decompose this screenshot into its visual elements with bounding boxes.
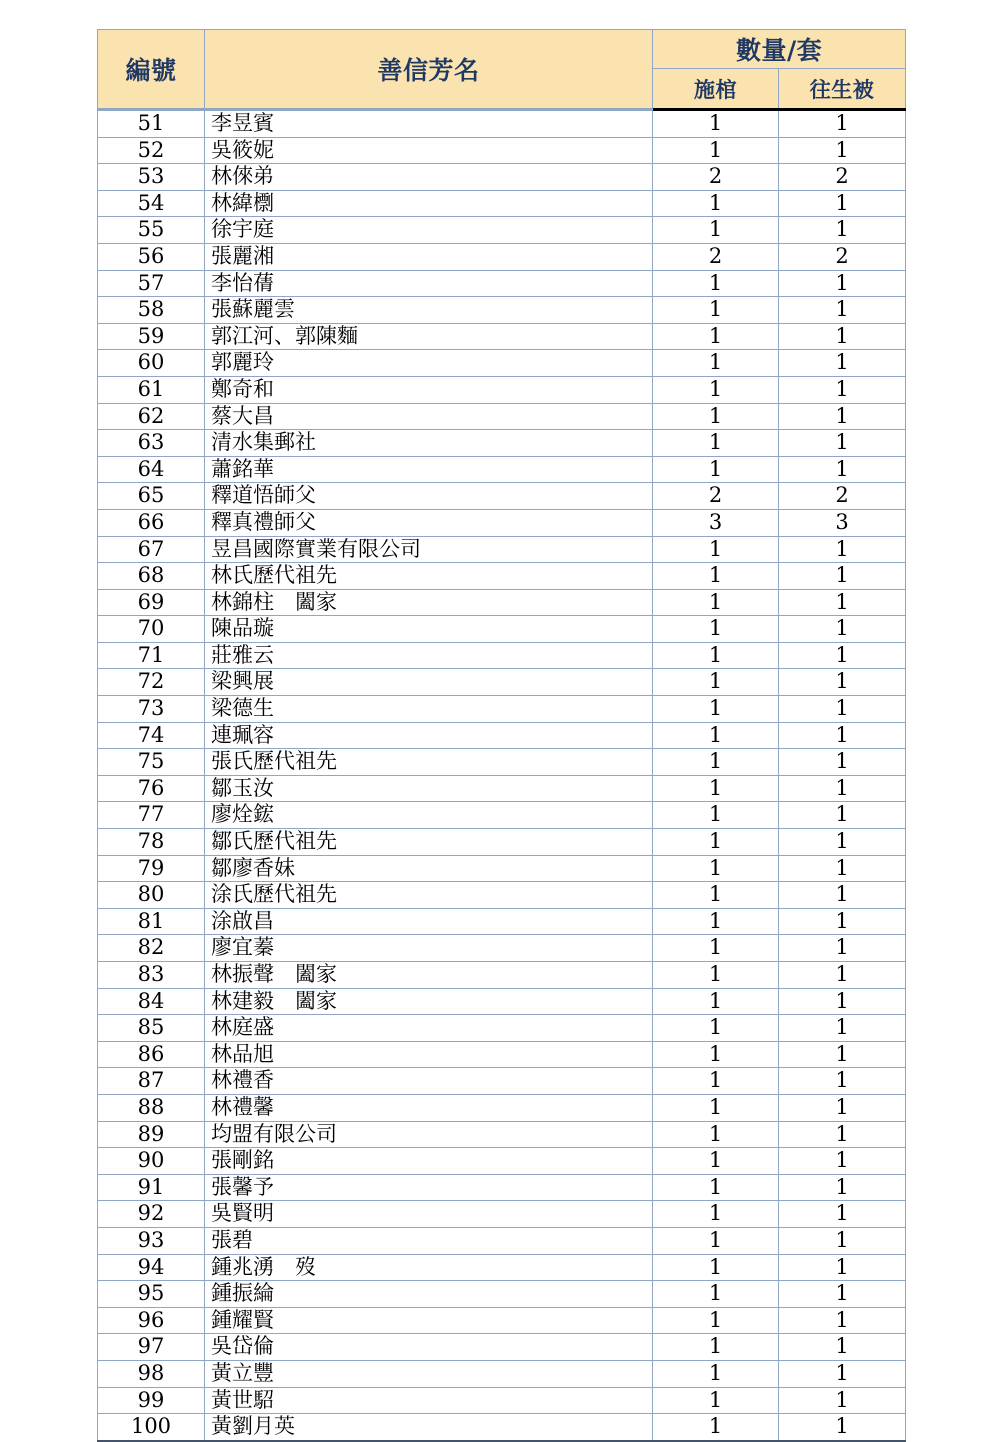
cell-quantity-wangshengbei: 1	[779, 456, 906, 483]
table-row	[98, 882, 906, 909]
table-row	[98, 483, 906, 510]
cell-quantity-wangshengbei: 1	[779, 1360, 906, 1387]
table-row	[98, 1015, 906, 1042]
cell-quantity-wangshengbei: 2	[779, 164, 906, 191]
table-row	[98, 456, 906, 483]
table-row	[98, 536, 906, 563]
cell-id: 94	[98, 1254, 205, 1281]
cell-name: 鄭奇和	[205, 376, 653, 403]
cell-name: 郭江河、郭陳麵	[205, 323, 653, 350]
cell-id: 71	[98, 642, 205, 669]
cell-id: 66	[98, 509, 205, 536]
cell-name: 林振聲 闔家	[205, 962, 653, 989]
cell-name: 李怡蒨	[205, 270, 653, 297]
cell-name: 郭麗玲	[205, 350, 653, 377]
cell-quantity-shiguan: 1	[653, 802, 779, 829]
cell-quantity-wangshengbei: 1	[779, 829, 906, 856]
cell-name: 黃劉月英	[205, 1414, 653, 1441]
table-row	[98, 669, 906, 696]
cell-quantity-wangshengbei: 1	[779, 696, 906, 723]
cell-quantity-wangshengbei: 1	[779, 908, 906, 935]
column-header-id: 編號	[98, 30, 205, 110]
cell-quantity-wangshengbei: 1	[779, 536, 906, 563]
cell-quantity-wangshengbei: 1	[779, 642, 906, 669]
cell-id: 81	[98, 908, 205, 935]
cell-id: 59	[98, 323, 205, 350]
cell-quantity-shiguan: 1	[653, 669, 779, 696]
cell-quantity-shiguan: 1	[653, 563, 779, 590]
cell-id: 62	[98, 403, 205, 430]
table-row	[98, 509, 906, 536]
cell-quantity-wangshengbei: 1	[779, 802, 906, 829]
cell-id: 55	[98, 217, 205, 244]
cell-quantity-wangshengbei: 1	[779, 137, 906, 164]
cell-quantity-wangshengbei: 1	[779, 297, 906, 324]
cell-quantity-shiguan: 1	[653, 217, 779, 244]
table-header	[98, 30, 906, 110]
table-row	[98, 722, 906, 749]
cell-id: 85	[98, 1015, 205, 1042]
table-row	[98, 137, 906, 164]
cell-quantity-wangshengbei: 1	[779, 616, 906, 643]
cell-quantity-wangshengbei: 1	[779, 722, 906, 749]
cell-id: 80	[98, 882, 205, 909]
cell-name: 鄒氏歷代祖先	[205, 829, 653, 856]
cell-id: 92	[98, 1201, 205, 1228]
cell-quantity-wangshengbei: 1	[779, 1414, 906, 1441]
table-row	[98, 376, 906, 403]
cell-quantity-shiguan: 1	[653, 935, 779, 962]
cell-id: 95	[98, 1281, 205, 1308]
cell-quantity-shiguan: 1	[653, 350, 779, 377]
cell-quantity-wangshengbei: 1	[779, 1334, 906, 1361]
cell-id: 77	[98, 802, 205, 829]
cell-id: 57	[98, 270, 205, 297]
cell-id: 73	[98, 696, 205, 723]
cell-id: 63	[98, 430, 205, 457]
table-row	[98, 243, 906, 270]
cell-quantity-shiguan: 1	[653, 137, 779, 164]
cell-quantity-wangshengbei: 1	[779, 190, 906, 217]
cell-id: 99	[98, 1387, 205, 1414]
cell-quantity-shiguan: 1	[653, 456, 779, 483]
cell-quantity-shiguan: 1	[653, 1334, 779, 1361]
table-row	[98, 908, 906, 935]
cell-name: 涂氏歷代祖先	[205, 882, 653, 909]
cell-quantity-wangshengbei: 1	[779, 217, 906, 244]
cell-quantity-wangshengbei: 1	[779, 563, 906, 590]
cell-quantity-wangshengbei: 1	[779, 1094, 906, 1121]
cell-id: 70	[98, 616, 205, 643]
cell-quantity-shiguan: 1	[653, 616, 779, 643]
column-header-wangshengbei: 往生被	[779, 69, 906, 110]
cell-name: 鍾兆湧 歿	[205, 1254, 653, 1281]
table-row	[98, 1387, 906, 1414]
cell-id: 67	[98, 536, 205, 563]
table-row	[98, 1148, 906, 1175]
cell-name: 廖宜蓁	[205, 935, 653, 962]
cell-quantity-wangshengbei: 1	[779, 775, 906, 802]
cell-id: 53	[98, 164, 205, 191]
cell-id: 72	[98, 669, 205, 696]
cell-quantity-wangshengbei: 1	[779, 1201, 906, 1228]
cell-id: 56	[98, 243, 205, 270]
cell-quantity-wangshengbei: 1	[779, 403, 906, 430]
column-header-shiguan: 施棺	[653, 69, 779, 110]
table-row	[98, 1041, 906, 1068]
cell-quantity-shiguan: 1	[653, 855, 779, 882]
cell-name: 黃世駋	[205, 1387, 653, 1414]
cell-quantity-shiguan: 1	[653, 1068, 779, 1095]
cell-name: 李昱賓	[205, 110, 653, 138]
table-row	[98, 696, 906, 723]
cell-quantity-shiguan: 1	[653, 1174, 779, 1201]
cell-quantity-shiguan: 1	[653, 1121, 779, 1148]
cell-id: 88	[98, 1094, 205, 1121]
cell-quantity-wangshengbei: 1	[779, 323, 906, 350]
cell-id: 75	[98, 749, 205, 776]
cell-name: 張麗湘	[205, 243, 653, 270]
cell-quantity-wangshengbei: 1	[779, 1281, 906, 1308]
cell-quantity-shiguan: 1	[653, 1148, 779, 1175]
cell-id: 93	[98, 1227, 205, 1254]
cell-id: 74	[98, 722, 205, 749]
cell-name: 吳賢明	[205, 1201, 653, 1228]
table-row	[98, 323, 906, 350]
cell-name: 均盟有限公司	[205, 1121, 653, 1148]
cell-id: 54	[98, 190, 205, 217]
cell-quantity-wangshengbei: 1	[779, 1254, 906, 1281]
cell-name: 梁德生	[205, 696, 653, 723]
cell-quantity-shiguan: 1	[653, 1307, 779, 1334]
cell-quantity-wangshengbei: 1	[779, 1148, 906, 1175]
cell-quantity-shiguan: 1	[653, 1414, 779, 1441]
cell-id: 79	[98, 855, 205, 882]
cell-quantity-wangshengbei: 1	[779, 749, 906, 776]
table-row	[98, 217, 906, 244]
table-row	[98, 403, 906, 430]
cell-quantity-shiguan: 1	[653, 1254, 779, 1281]
cell-name: 林倈弟	[205, 164, 653, 191]
table-row	[98, 589, 906, 616]
cell-quantity-wangshengbei: 1	[779, 376, 906, 403]
cell-name: 林緯檦	[205, 190, 653, 217]
cell-id: 87	[98, 1068, 205, 1095]
cell-quantity-shiguan: 1	[653, 696, 779, 723]
table-row	[98, 1174, 906, 1201]
donation-roster-table	[97, 29, 906, 1442]
table-row	[98, 1121, 906, 1148]
cell-quantity-wangshengbei: 1	[779, 855, 906, 882]
cell-id: 76	[98, 775, 205, 802]
cell-quantity-shiguan: 1	[653, 1360, 779, 1387]
cell-quantity-shiguan: 1	[653, 270, 779, 297]
cell-quantity-shiguan: 1	[653, 536, 779, 563]
table-row	[98, 1094, 906, 1121]
cell-id: 84	[98, 988, 205, 1015]
cell-id: 61	[98, 376, 205, 403]
cell-quantity-shiguan: 1	[653, 376, 779, 403]
cell-name: 釋真禮師父	[205, 509, 653, 536]
table-row	[98, 164, 906, 191]
cell-id: 89	[98, 1121, 205, 1148]
cell-quantity-wangshengbei: 1	[779, 589, 906, 616]
cell-name: 蕭銘華	[205, 456, 653, 483]
cell-name: 莊雅云	[205, 642, 653, 669]
cell-name: 張蘇麗雲	[205, 297, 653, 324]
cell-name: 張氏歷代祖先	[205, 749, 653, 776]
cell-name: 清水集郵社	[205, 430, 653, 457]
cell-quantity-shiguan: 1	[653, 962, 779, 989]
table-row	[98, 1068, 906, 1095]
cell-name: 林禮馨	[205, 1094, 653, 1121]
cell-quantity-shiguan: 1	[653, 190, 779, 217]
cell-id: 51	[98, 110, 205, 138]
cell-quantity-shiguan: 1	[653, 988, 779, 1015]
table-row	[98, 775, 906, 802]
table-row	[98, 430, 906, 457]
cell-name: 林建毅 闔家	[205, 988, 653, 1015]
cell-id: 78	[98, 829, 205, 856]
cell-quantity-shiguan: 1	[653, 110, 779, 138]
table-row	[98, 563, 906, 590]
cell-quantity-wangshengbei: 1	[779, 882, 906, 909]
cell-name: 林禮香	[205, 1068, 653, 1095]
column-header-quantity-group: 數量/套	[653, 30, 906, 69]
cell-quantity-wangshengbei: 1	[779, 962, 906, 989]
cell-quantity-wangshengbei: 1	[779, 1227, 906, 1254]
cell-name: 黃立豐	[205, 1360, 653, 1387]
cell-name: 林庭盛	[205, 1015, 653, 1042]
cell-quantity-shiguan: 1	[653, 297, 779, 324]
cell-id: 58	[98, 297, 205, 324]
table-row	[98, 749, 906, 776]
table-row	[98, 935, 906, 962]
cell-name: 釋道悟師父	[205, 483, 653, 510]
cell-quantity-wangshengbei: 1	[779, 1387, 906, 1414]
table-row	[98, 1414, 906, 1441]
cell-id: 52	[98, 137, 205, 164]
cell-quantity-wangshengbei: 3	[779, 509, 906, 536]
cell-name: 梁興展	[205, 669, 653, 696]
cell-id: 83	[98, 962, 205, 989]
cell-quantity-wangshengbei: 1	[779, 1041, 906, 1068]
cell-quantity-wangshengbei: 1	[779, 935, 906, 962]
cell-quantity-shiguan: 2	[653, 243, 779, 270]
cell-quantity-wangshengbei: 1	[779, 1068, 906, 1095]
cell-name: 鄒玉汝	[205, 775, 653, 802]
cell-quantity-wangshengbei: 2	[779, 243, 906, 270]
cell-quantity-shiguan: 1	[653, 749, 779, 776]
cell-id: 64	[98, 456, 205, 483]
cell-quantity-wangshengbei: 1	[779, 1015, 906, 1042]
cell-name: 陳品璇	[205, 616, 653, 643]
cell-name: 吳岱倫	[205, 1334, 653, 1361]
cell-name: 張碧	[205, 1227, 653, 1254]
cell-id: 60	[98, 350, 205, 377]
cell-quantity-wangshengbei: 1	[779, 1121, 906, 1148]
cell-id: 97	[98, 1334, 205, 1361]
cell-quantity-shiguan: 1	[653, 1015, 779, 1042]
cell-id: 69	[98, 589, 205, 616]
cell-quantity-shiguan: 1	[653, 882, 779, 909]
table-row	[98, 962, 906, 989]
cell-quantity-wangshengbei: 1	[779, 1307, 906, 1334]
cell-name: 昱昌國際實業有限公司	[205, 536, 653, 563]
cell-id: 86	[98, 1041, 205, 1068]
table-row	[98, 1334, 906, 1361]
cell-quantity-shiguan: 1	[653, 829, 779, 856]
table-row	[98, 190, 906, 217]
cell-id: 91	[98, 1174, 205, 1201]
cell-id: 90	[98, 1148, 205, 1175]
table-row	[98, 642, 906, 669]
cell-quantity-shiguan: 1	[653, 323, 779, 350]
cell-name: 張剛銘	[205, 1148, 653, 1175]
cell-quantity-shiguan: 1	[653, 589, 779, 616]
cell-quantity-wangshengbei: 1	[779, 430, 906, 457]
table-row	[98, 1227, 906, 1254]
cell-name: 廖烇鋐	[205, 802, 653, 829]
table-row	[98, 616, 906, 643]
cell-id: 65	[98, 483, 205, 510]
column-header-name: 善信芳名	[205, 30, 653, 110]
cell-quantity-wangshengbei: 1	[779, 988, 906, 1015]
table-body	[98, 110, 906, 1441]
cell-id: 100	[98, 1414, 205, 1441]
cell-quantity-shiguan: 1	[653, 1387, 779, 1414]
cell-quantity-shiguan: 2	[653, 164, 779, 191]
cell-name: 張馨予	[205, 1174, 653, 1201]
table-row	[98, 1281, 906, 1308]
cell-quantity-wangshengbei: 1	[779, 1174, 906, 1201]
table-row	[98, 855, 906, 882]
cell-quantity-wangshengbei: 1	[779, 270, 906, 297]
table-row	[98, 350, 906, 377]
cell-name: 徐宇庭	[205, 217, 653, 244]
cell-name: 連珮容	[205, 722, 653, 749]
cell-quantity-shiguan: 1	[653, 1227, 779, 1254]
cell-id: 98	[98, 1360, 205, 1387]
cell-name: 涂啟昌	[205, 908, 653, 935]
cell-id: 68	[98, 563, 205, 590]
cell-quantity-shiguan: 1	[653, 642, 779, 669]
cell-quantity-shiguan: 1	[653, 722, 779, 749]
table-row	[98, 1307, 906, 1334]
cell-id: 96	[98, 1307, 205, 1334]
cell-name: 蔡大昌	[205, 403, 653, 430]
cell-quantity-wangshengbei: 1	[779, 110, 906, 138]
table-row	[98, 988, 906, 1015]
cell-quantity-wangshengbei: 1	[779, 350, 906, 377]
cell-name: 鄒廖香妹	[205, 855, 653, 882]
cell-quantity-shiguan: 1	[653, 403, 779, 430]
table-row	[98, 1360, 906, 1387]
cell-name: 林氏歷代祖先	[205, 563, 653, 590]
cell-id: 82	[98, 935, 205, 962]
cell-name: 林錦柱 闔家	[205, 589, 653, 616]
cell-quantity-shiguan: 1	[653, 1041, 779, 1068]
cell-quantity-shiguan: 1	[653, 1201, 779, 1228]
cell-name: 鍾振綸	[205, 1281, 653, 1308]
cell-quantity-shiguan: 2	[653, 483, 779, 510]
cell-quantity-shiguan: 1	[653, 1094, 779, 1121]
cell-quantity-shiguan: 1	[653, 908, 779, 935]
cell-quantity-shiguan: 1	[653, 430, 779, 457]
cell-name: 鍾耀賢	[205, 1307, 653, 1334]
table-row	[98, 1201, 906, 1228]
table-row	[98, 829, 906, 856]
table-row	[98, 270, 906, 297]
table-row	[98, 110, 906, 138]
cell-name: 吳筱妮	[205, 137, 653, 164]
table-row	[98, 802, 906, 829]
cell-quantity-wangshengbei: 2	[779, 483, 906, 510]
cell-quantity-wangshengbei: 1	[779, 669, 906, 696]
table-row	[98, 297, 906, 324]
cell-quantity-shiguan: 1	[653, 775, 779, 802]
cell-quantity-shiguan: 1	[653, 1281, 779, 1308]
table-row	[98, 1254, 906, 1281]
cell-name: 林品旭	[205, 1041, 653, 1068]
cell-quantity-shiguan: 3	[653, 509, 779, 536]
